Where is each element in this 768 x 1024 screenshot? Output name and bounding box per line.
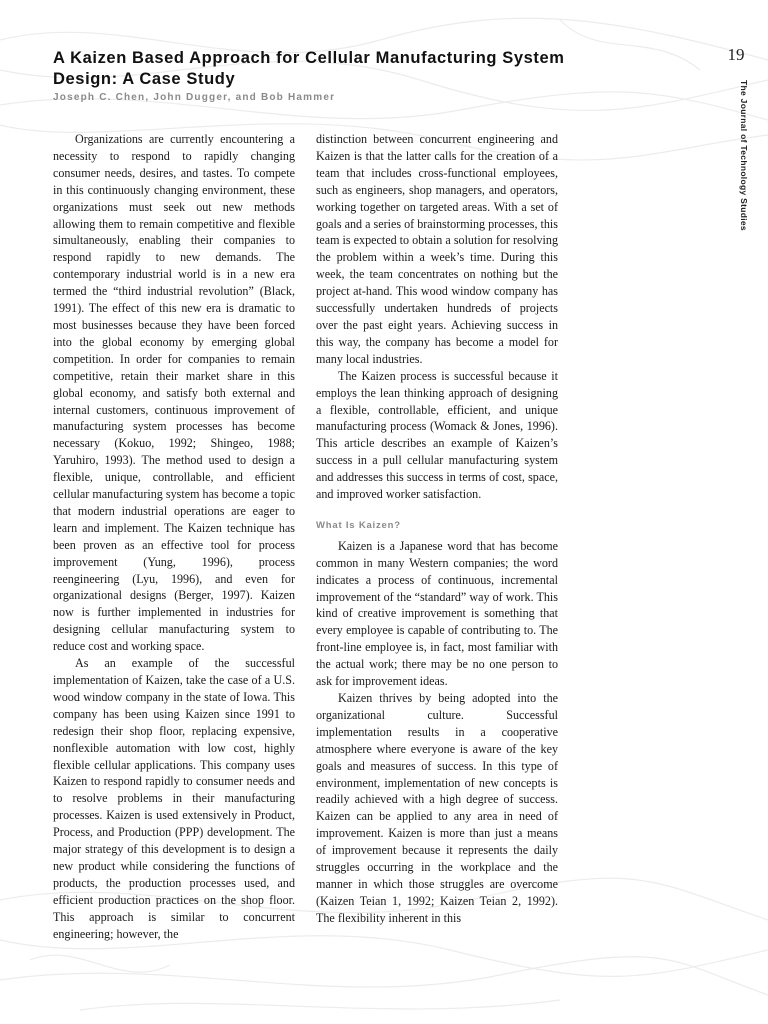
section-heading: What Is Kaizen?: [316, 519, 401, 531]
article-title: A Kaizen Based Approach for Cellular Manufacturing System Design: A Case Study: [53, 49, 565, 88]
left-column: [53, 131, 295, 943]
right-column: [316, 131, 558, 927]
article-authors: Joseph C. Chen, John Dugger, and Bob Hammer: [53, 92, 336, 103]
paragraph: Organizations are currently encountering a necessity to respond to rapidly changing consumer needs, desires, and tastes. To compete in this continuously changing environment, these organizations must seek out new methods allowing them to remain competitive and flexible simultaneously, enabling their companies to respond rapidly to new demands. The contemporary industrial world is in a new era termed the “third industrial revolution” (Black, 1991). The effect of this new era is dramatic to most businesses because they have been forced into the global economy by emerging global competition. In order for companies to remain competitive, retain their market share in this global economy, and satisfy both external and internal customers, continuous improvement of manufacturing system processes has become necessary (Kokuo, 1992; Shingeo, 1988; Yaruhiro, 1993). The method used to design a flexible, unique, controllable, and efficient cellular manufacturing system has become a topic that modern industrial operations are eager to learn and implement. The Kaizen technique has been proven as an effective tool for process improvement (Yung, 1996), process reengineering (Lyu, 1996), and even for organizational designs (Berger, 1997). Kaizen now is further implemented in industries for designing cellular manufacturing system to reduce cost and working space.: [53, 132, 295, 654]
article-header: [53, 48, 613, 103]
paragraph: Kaizen thrives by being adopted into the organizational culture. Successful implementation results in a cooperative atmosphere where everyone is aware of the key goals and measures of success. In this type of environment, implementation of new concepts is readily achieved with a high degree of success. Kaizen can be applied to any area in need of improvement. Kaizen is more than just a means of improvement because it represents the daily struggles occurring in the workplace and the manner in which those struggles are overcome (Kaizen Teian 1, 1992; Kaizen Teian 2, 1992). The flexibility inherent in this: [316, 691, 558, 925]
paragraph: Kaizen is a Japanese word that has become common in many Western companies; the word indicates a process of continuous, incremental improvement of the “standard” way of work. This kind of creative improvement is something that every employee is capable of contributing to. The front-line employee is, in fact, most familiar with the actual work; there may be no one person to ask for improvement ideas.: [316, 538, 558, 689]
paragraph: distinction between concurrent engineering and Kaizen is that the latter calls for the creation of a team that includes cross-functional employees, such as engineers, shop managers, and operators, working together on targeted areas. With a set of goals and a series of brainstorming processes, this team is expected to obtain a solution for resolving the problem within a week’s time. During this week, the team concentrates on nothing but the project at-hand. This wood window company has successfully undertaken hundreds of projects over the past eight years. Achieving success in this way, the company has become a model for many local industries.: [316, 132, 558, 366]
journal-title: The Journal of Technology Studies: [739, 80, 749, 231]
paragraph: The Kaizen process is successful because it employs the lean thinking approach of designing a flexible, controllable, efficient, and unique manufacturing process (Womack & Jones, 1996). This article describes an example of Kaizen’s success in a pull cellular manufacturing system and addresses this success in terms of cost, space, and improved worker satisfaction.: [316, 368, 558, 502]
page-number: 19: [727, 45, 745, 64]
paragraph: As an example of the successful implementation of Kaizen, take the case of a U.S. wood window company in the state of Iowa. This company has been using Kaizen since 1991 to redesign their shop floor, replacing expensive, nonflexible automation with low cost, highly flexible cellular applications. This company uses Kaizen to respond rapidly to consumer needs and to resolve problems in their manufacturing processes. Kaizen is used extensively in Product, Process, and Production (PPP) development. The major strategy of this development is to design a new product while considering the functions of products, the production processes used, and efficient production practices on the shop floor. This approach is similar to concurrent engineering; however, the: [53, 656, 295, 941]
